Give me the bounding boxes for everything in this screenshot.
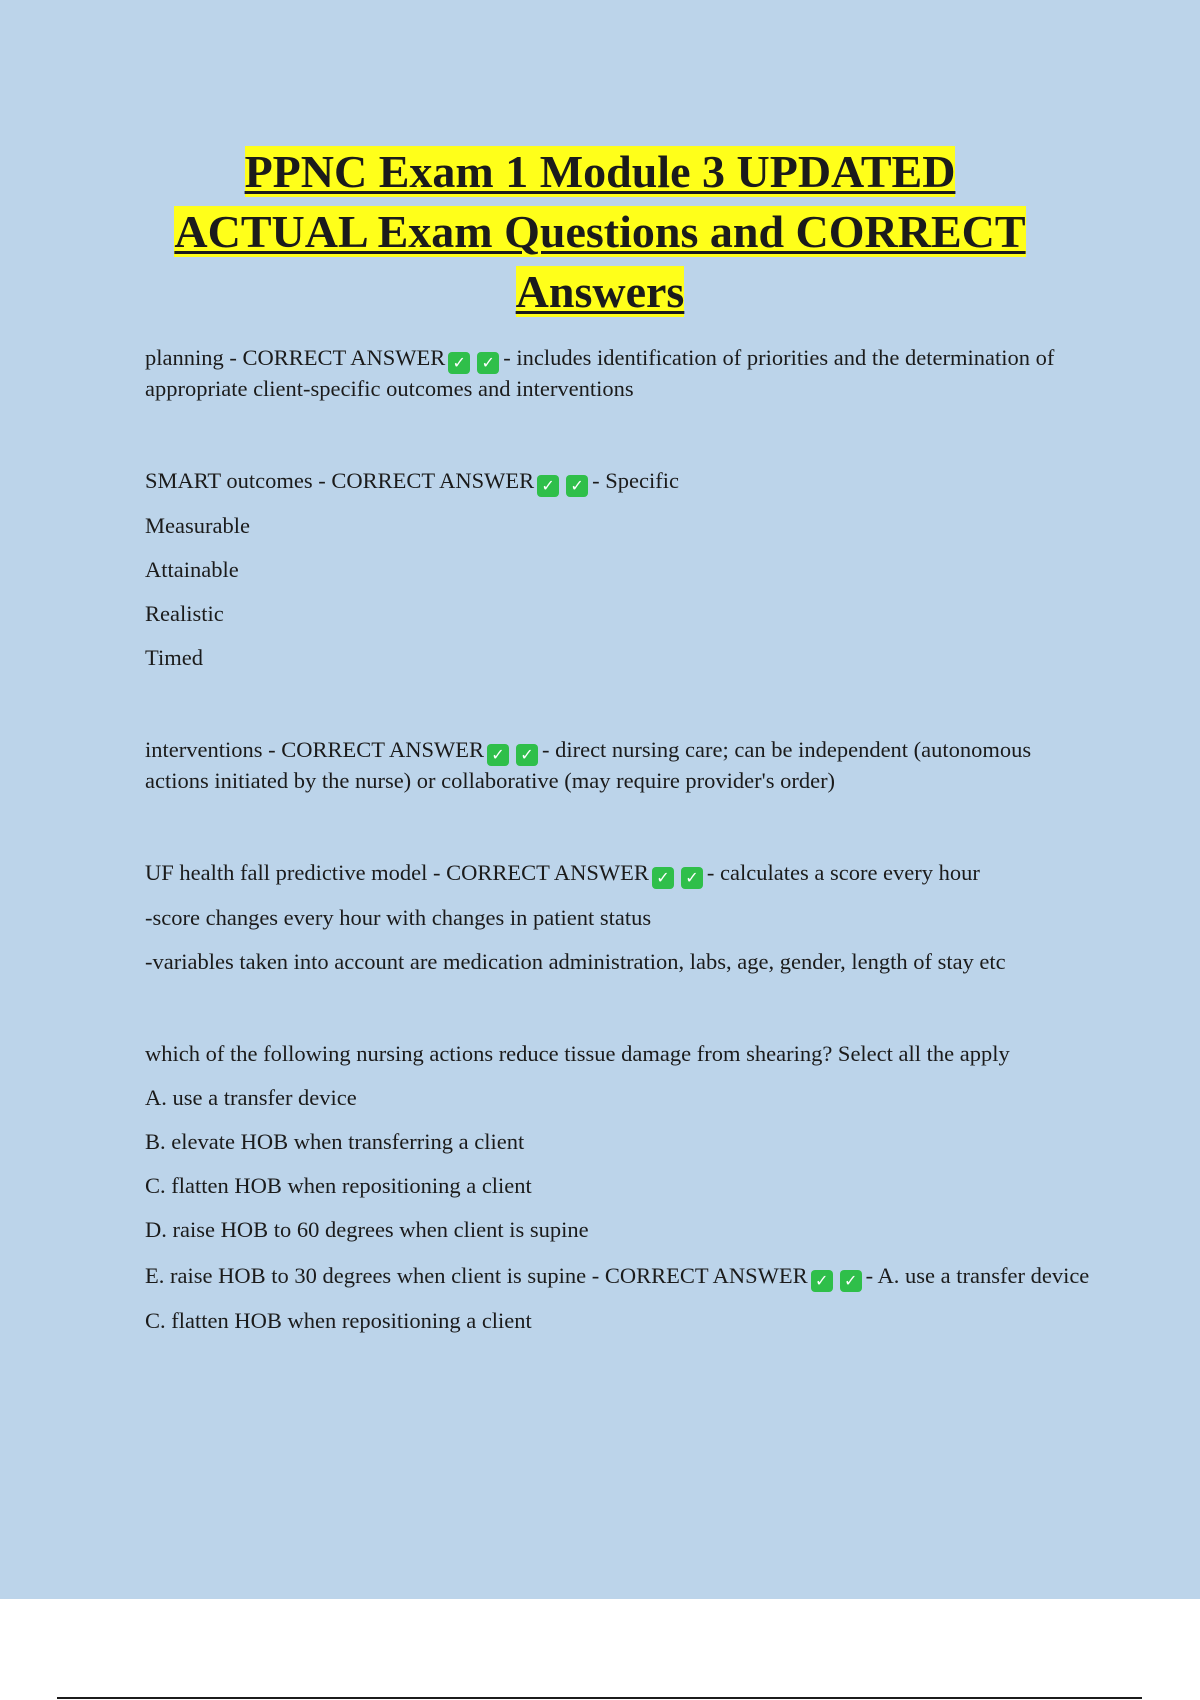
check-icon: ✓ (448, 352, 470, 374)
entry-term: planning - CORRECT ANSWER (145, 345, 446, 370)
check-icon: ✓ (487, 744, 509, 766)
smart-line: Attainable (145, 557, 239, 582)
entry-answer: - direct nursing care; can be independent (autonomous actions initiated by the nurse) or collaborative (may require provider's order) (145, 737, 1032, 793)
entry-term: interventions - CORRECT ANSWER (145, 737, 484, 762)
option-text: E. raise HOB to 30 degrees when client is supine - CORRECT ANSWER (145, 1263, 808, 1288)
check-icon: ✓ (477, 352, 499, 374)
answer-option: B. elevate HOB when transferring a client (145, 1129, 525, 1154)
document-body (145, 343, 1090, 1336)
check-icon: ✓ (811, 1270, 833, 1292)
uf-health-line: -score changes every hour with changes in patient status (145, 905, 652, 930)
uf-health-line: -variables taken into account are medication administration, labs, age, gender, length of stay etc (145, 949, 1006, 974)
answer-option-last (145, 1261, 1090, 1292)
check-icon: ✓ (566, 475, 588, 497)
check-icon: ✓ (840, 1270, 862, 1292)
smart-line: Measurable (145, 513, 250, 538)
title-line-2: ACTUAL Exam Questions and CORRECT (174, 206, 1026, 257)
document-title (145, 142, 1055, 322)
entry-term: SMART outcomes - CORRECT ANSWER (145, 468, 535, 493)
entry-answer: - Specific (592, 468, 679, 493)
answer-extra: C. flatten HOB when repositioning a client (145, 1308, 532, 1333)
title-line-1: PPNC Exam 1 Module 3 UPDATED (244, 146, 956, 197)
answer-option: C. flatten HOB when repositioning a client (145, 1173, 532, 1198)
entry-smart (145, 466, 1090, 497)
entry-answer: - includes identification of priorities and the determination of appropriate client-specific outcomes and interventions (145, 345, 1055, 401)
check-icon: ✓ (537, 475, 559, 497)
check-icon: ✓ (681, 867, 703, 889)
entry-planning (145, 343, 1090, 404)
answer-option: D. raise HOB to 60 degrees when client is supine (145, 1217, 589, 1242)
smart-line: Timed (145, 645, 203, 670)
entry-term: UF health fall predictive model - CORRECT ANSWER (145, 860, 649, 885)
answer-option: A. use a transfer device (145, 1085, 357, 1110)
check-icon: ✓ (516, 744, 538, 766)
footer-divider (57, 1697, 1142, 1699)
entry-interventions (145, 735, 1090, 796)
entry-answer: - A. use a transfer device (865, 1263, 1090, 1288)
entry-uf-health (145, 858, 1090, 889)
smart-line: Realistic (145, 601, 224, 626)
entry-answer: - calculates a score every hour (706, 860, 980, 885)
title-line-3: Answers (515, 266, 685, 317)
question-shearing: which of the following nursing actions reduce tissue damage from shearing? Select all the apply (145, 1041, 1010, 1066)
check-icon: ✓ (652, 867, 674, 889)
